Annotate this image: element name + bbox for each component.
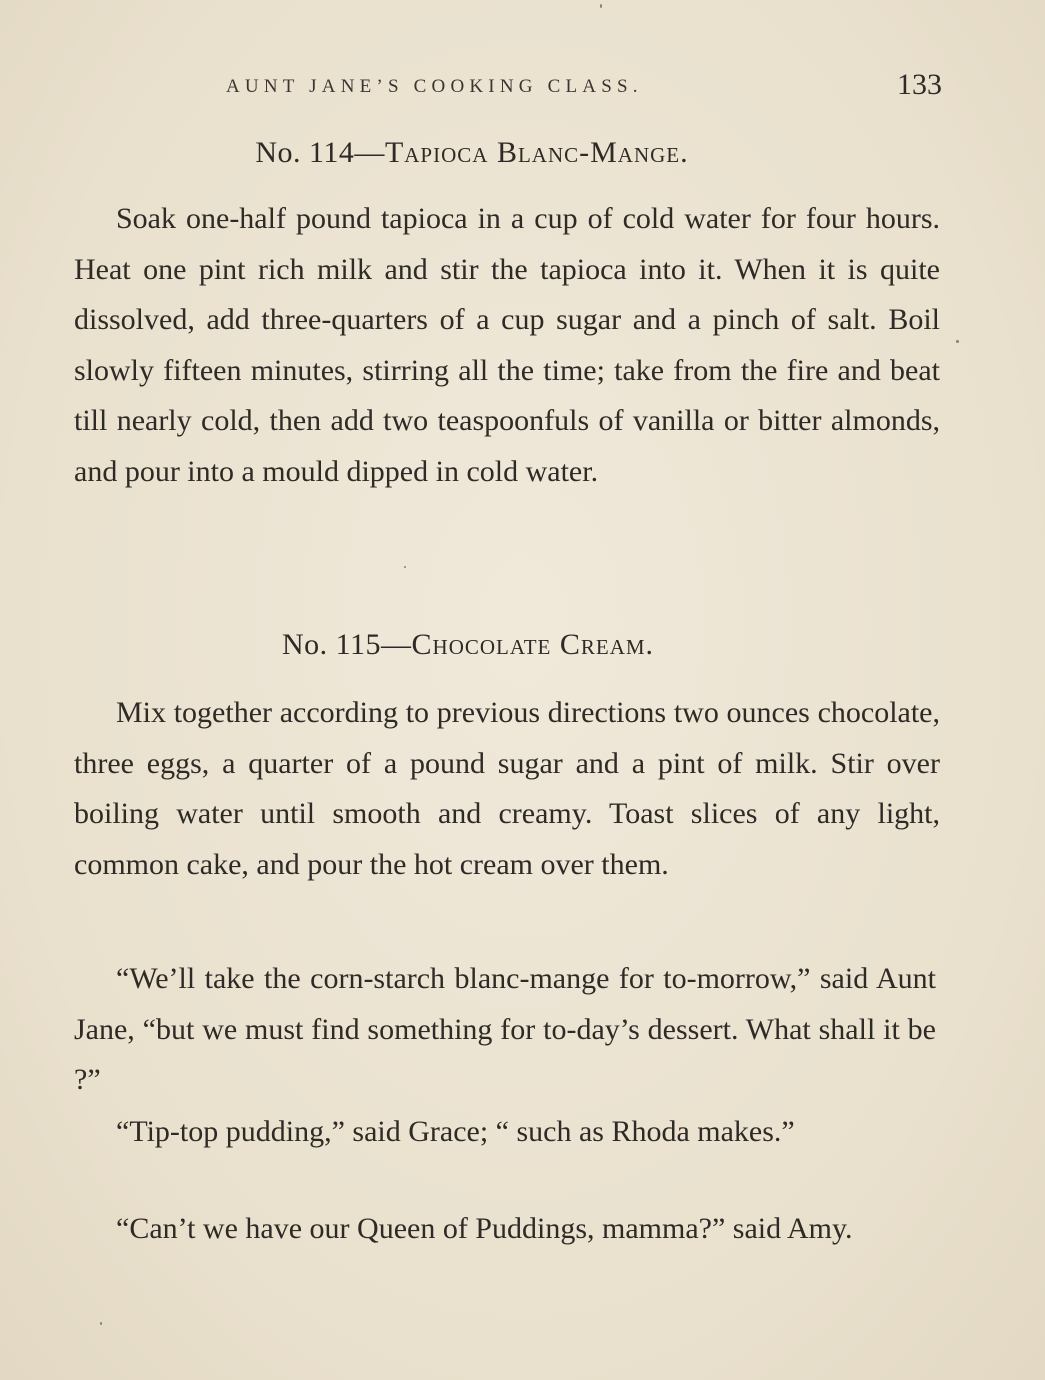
paper-speck bbox=[404, 566, 406, 568]
paper-speck bbox=[956, 340, 959, 343]
recipe-number: No. 115— bbox=[281, 628, 412, 661]
recipe-heading-114 bbox=[38, 136, 906, 170]
dialogue-paragraph: “We’ll take the corn-starch blanc-mange for to-morrow,” said Aunt Jane, “but we must find something for to-day’s dessert. What shall it be ?” bbox=[74, 962, 936, 1096]
recipe-heading-115 bbox=[34, 628, 902, 662]
running-title: AUNT JANE’S COOKING CLASS. bbox=[226, 76, 643, 97]
recipe-title: Chocolate Cream. bbox=[411, 628, 655, 661]
recipe-title: Tapioca Blanc-Mange. bbox=[384, 136, 689, 169]
recipe-body-114: Soak one-half pound tapioca in a cup of cold water for four hours. Heat one pint rich milk and stir the tapioca into it. When it is quite dissolved, add three-quarters of a cup sugar and a pinch of salt. Boil slowly fifteen minutes, stirring all the time; take from the fire and beat till nearly cold, then add two teaspoonfuls of vanilla or bitter almonds, and pour into a mould dipped in cold water. bbox=[74, 202, 940, 488]
dialogue-paragraph: “Tip-top pudding,” said Grace; “ such as Rhoda makes.” bbox=[116, 1115, 795, 1148]
running-head bbox=[74, 68, 942, 108]
paper-speck bbox=[600, 4, 602, 8]
recipe-body-115: Mix together according to previous directions two ounces chocolate, three eggs, a quarter of a pound sugar and a pint of milk. Stir over boiling water until smooth and creamy. Toast slices of any light, common cake, and pour the hot cream over them. bbox=[74, 696, 940, 881]
recipe-number: No. 114— bbox=[255, 136, 385, 169]
dialogue-paragraph: “Can’t we have our Queen of Puddings, mamma?” said Amy. bbox=[116, 1212, 853, 1245]
paper-speck bbox=[100, 1322, 102, 1325]
page-number: 133 bbox=[897, 68, 942, 101]
